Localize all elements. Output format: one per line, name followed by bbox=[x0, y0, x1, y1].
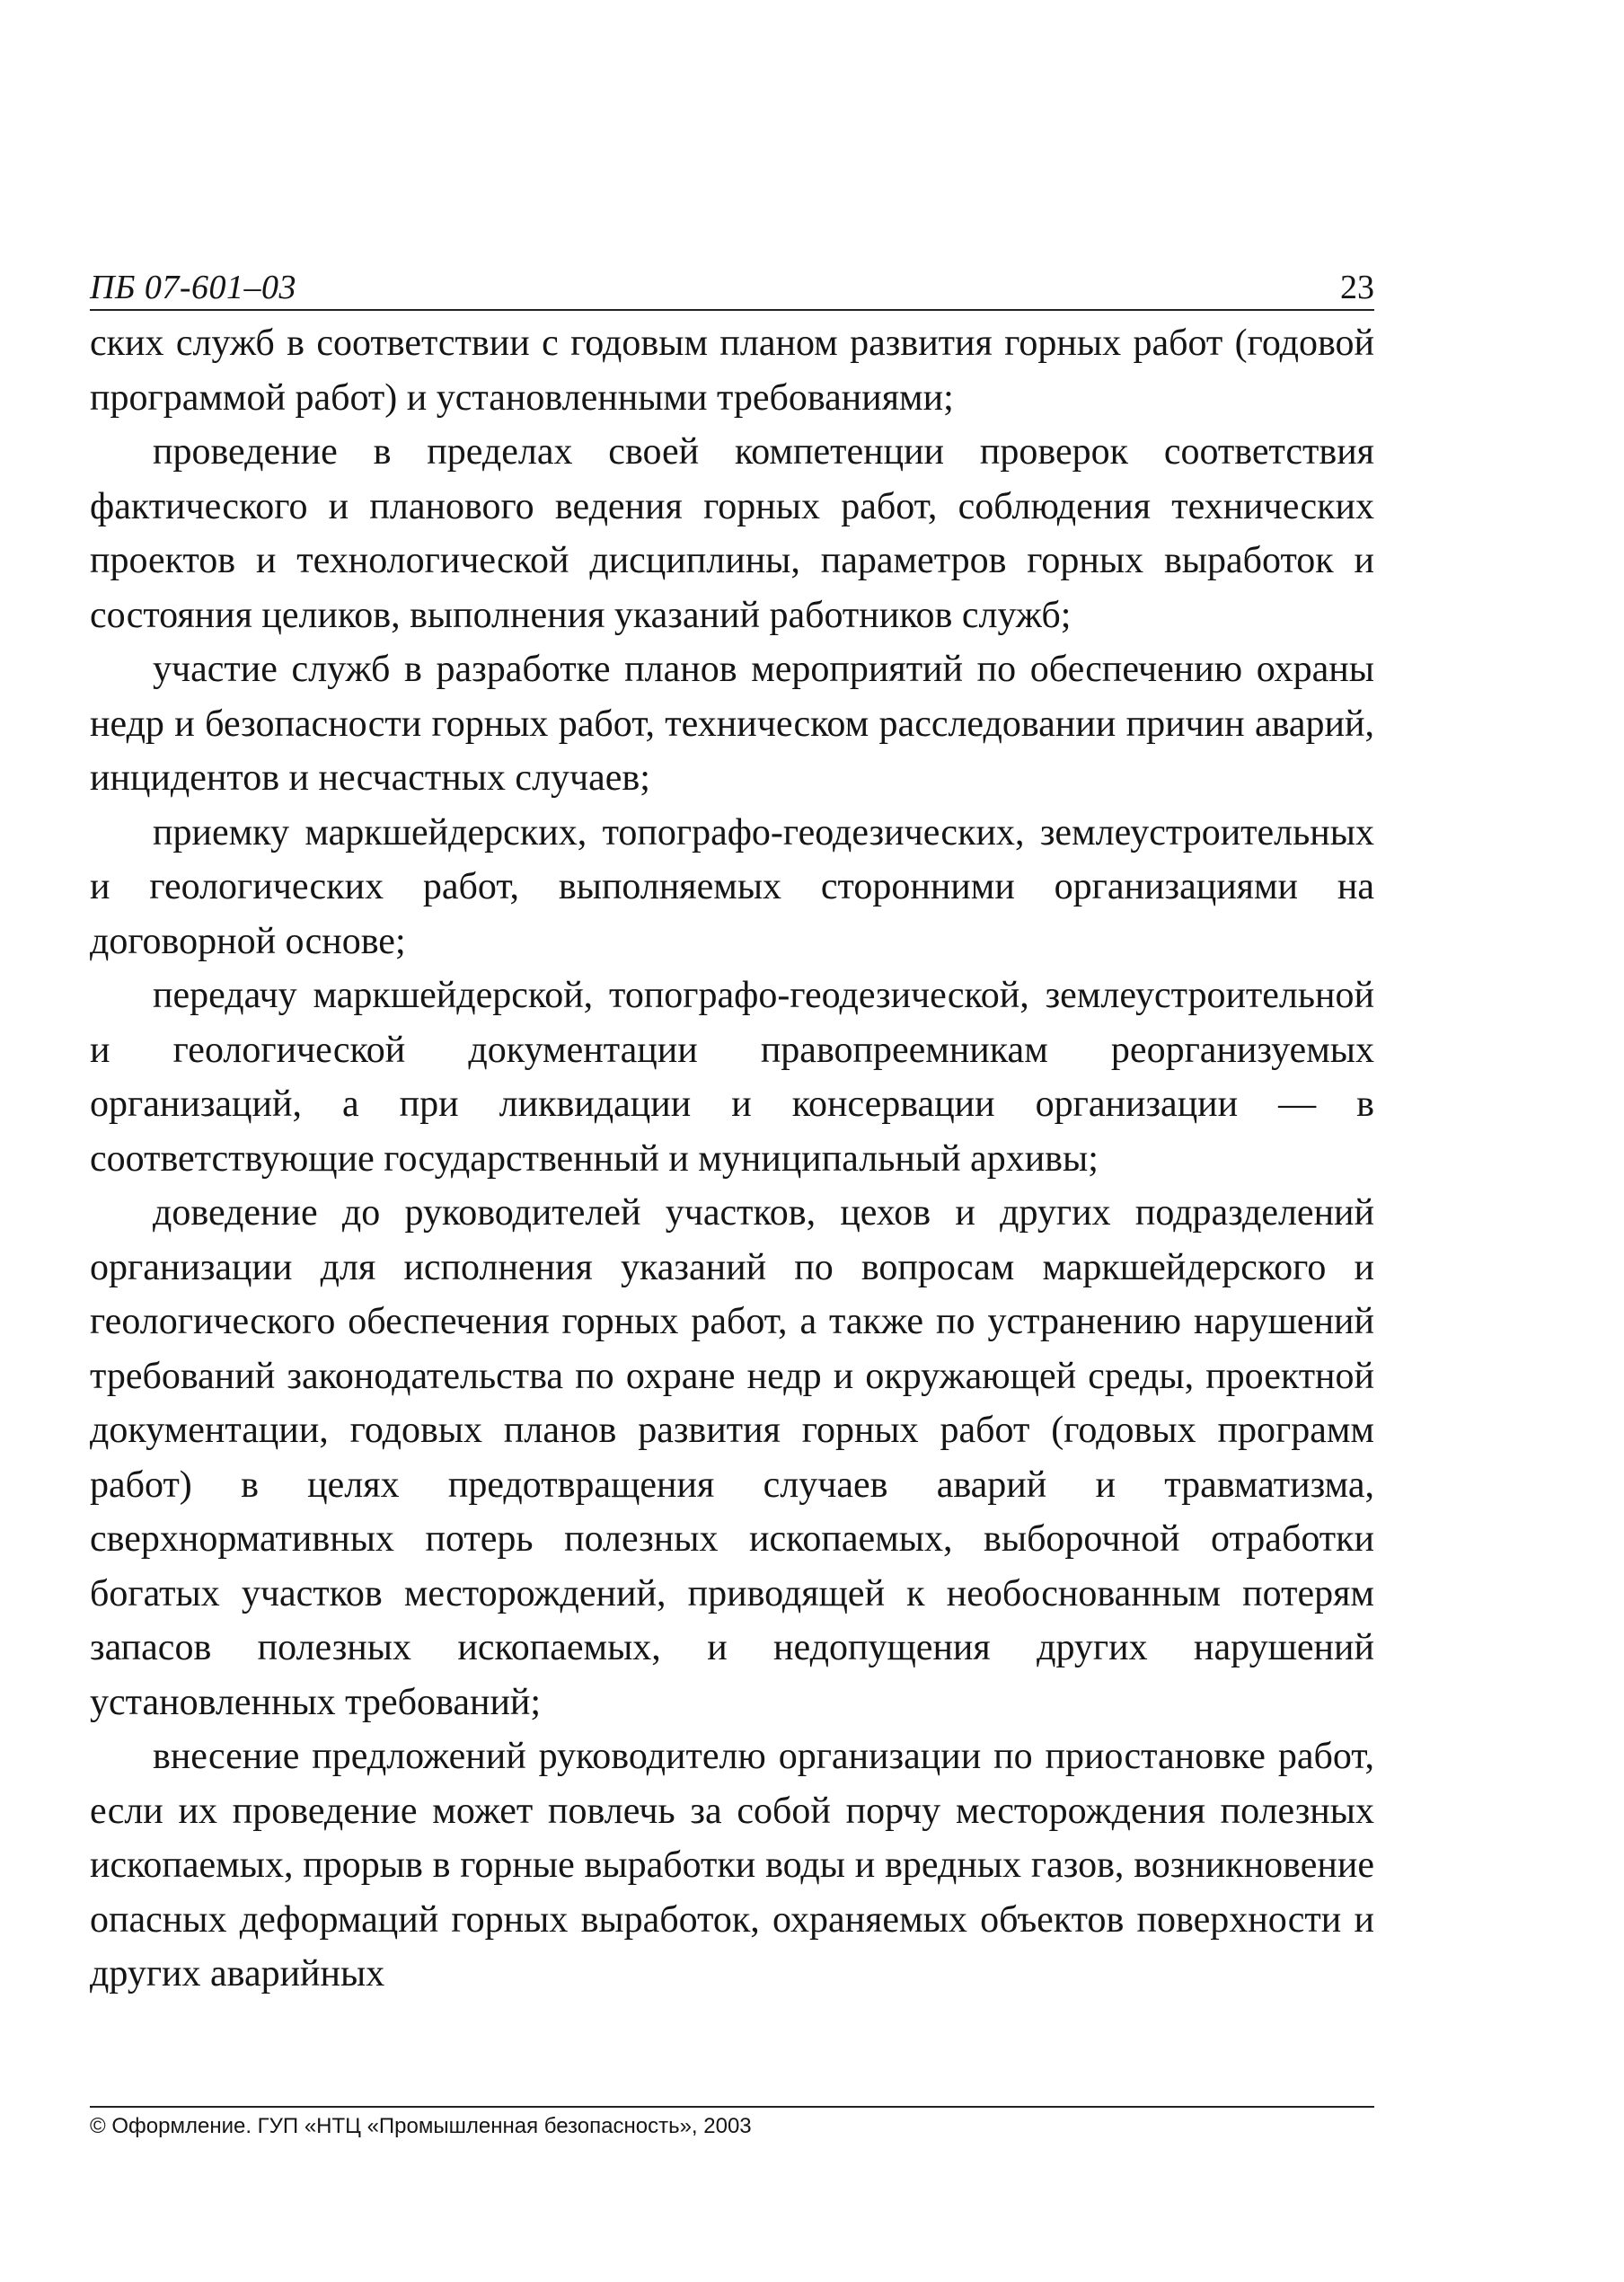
paragraph: приемку маркшейдерских, топографо-геодезических, землеустроительных и геологических работ, выполняемых сторонними организациями на договорной основе; bbox=[90, 811, 1374, 962]
document-code: ПБ 07-601–03 bbox=[90, 269, 297, 306]
page-number: 23 bbox=[1340, 269, 1374, 306]
paragraph: внесение предложений руководителю организации по приостановке работ, если их проведение может повлечь за собой порчу месторождения полезных ископаемых, прорыв в горные выработки воды и вредных газов, возникновение опасных деформаций горных выработок, охраняемых объектов поверхности и других аварийных bbox=[90, 1736, 1374, 1995]
paragraph: проведение в пределах своей компетенции проверок соответствия фактического и планового ведения горных работ, соблюдения технических проектов и технологической дисциплины, параметров горных выработок и состояния целиков, выполнения указаний работников служб; bbox=[90, 431, 1374, 636]
document-page bbox=[90, 270, 1374, 2002]
page-footer bbox=[90, 2106, 1374, 2140]
paragraph: доведение до руководителей участков, цехов и других подразделений организации для исполнения указаний по вопросам маркшейдерского и геологического обеспечения горных работ, а также по устранению нарушений требований законодательства по охране недр и окружающей среды, проектной документации, годовых планов развития горных работ (годовых программ работ) в целях предотвращения случаев аварий и травматизма, сверхнормативных потерь полезных ископаемых, выборочной отработки богатых участков месторождений, приводящей к необоснованным потерям запасов полезных ископаемых, и недопущения других нарушений установленных требований; bbox=[90, 1192, 1374, 1723]
running-header bbox=[90, 270, 1374, 311]
paragraph: участие служб в разработке планов мероприятий по обеспечению охраны недр и безопасности горных работ, техническом расследовании причин аварий, инцидентов и несчастных случаев; bbox=[90, 649, 1374, 799]
paragraph: передачу маркшейдерской, топографо-геодезической, землеустроительной и геологической документации правопреемникам реорганизуемых организаций, а при ликвидации и консервации организации — в соответствующие государственный и муниципальный архивы; bbox=[90, 975, 1374, 1180]
paragraph: ских служб в соответствии с годовым планом развития горных работ (годовой программой работ) и установленными требованиями; bbox=[90, 323, 1374, 419]
body-text bbox=[90, 316, 1374, 2002]
copyright-notice: © Оформление. ГУП «НТЦ «Промышленная безопасность», 2003 bbox=[90, 2114, 752, 2138]
